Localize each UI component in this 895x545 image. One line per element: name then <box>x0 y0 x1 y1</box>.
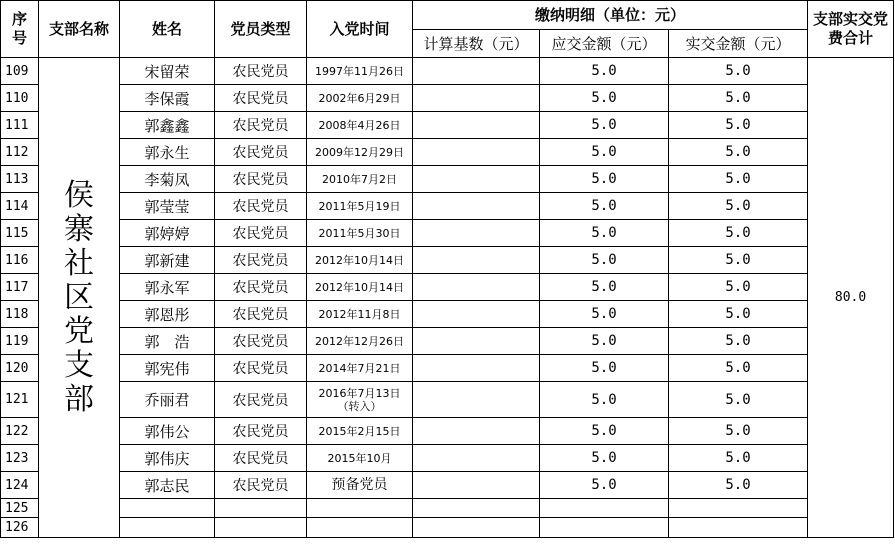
row-base-amount <box>413 472 540 499</box>
row-paid-amount: 5.0 <box>669 85 808 112</box>
row-join-date <box>307 499 413 518</box>
join-date-text: 1997年11月26日 <box>315 64 404 78</box>
join-date-text: 2015年10月 <box>327 451 392 465</box>
header-seq: 序号 <box>1 1 39 58</box>
row-name: 郭婷婷 <box>120 220 215 247</box>
join-date-text: 2009年12月29日 <box>315 145 404 159</box>
row-join-date <box>307 85 413 112</box>
row-name: 李保霞 <box>120 85 215 112</box>
table-row <box>1 518 894 538</box>
join-date-text: 2012年10月14日 <box>315 253 404 267</box>
join-date-text: 2010年7月2日 <box>322 172 397 186</box>
header-join-date: 入党时间 <box>307 1 413 58</box>
row-due-amount: 5.0 <box>540 112 669 139</box>
row-member-type: 农民党员 <box>215 472 307 499</box>
row-seq: 113 <box>1 166 39 193</box>
row-base-amount <box>413 418 540 445</box>
join-date-note: （转入） <box>337 399 382 413</box>
row-seq: 111 <box>1 112 39 139</box>
join-date-text: 2008年4月26日 <box>318 118 401 132</box>
row-member-type <box>215 518 307 538</box>
row-member-type: 农民党员 <box>215 328 307 355</box>
row-join-date <box>307 220 413 247</box>
table-row <box>1 301 894 328</box>
join-date-text: 预备党员 <box>331 476 388 493</box>
row-member-type: 农民党员 <box>215 58 307 85</box>
row-join-date <box>307 445 413 472</box>
row-seq: 112 <box>1 139 39 166</box>
join-date-text: 2012年11月8日 <box>318 307 401 321</box>
row-name: 郭伟公 <box>120 418 215 445</box>
row-join-date <box>307 58 413 85</box>
row-base-amount <box>413 355 540 382</box>
row-seq: 115 <box>1 220 39 247</box>
row-base-amount <box>413 166 540 193</box>
row-member-type: 农民党员 <box>215 166 307 193</box>
row-name: 郭莹莹 <box>120 193 215 220</box>
row-member-type: 农民党员 <box>215 274 307 301</box>
row-name: 郭新建 <box>120 247 215 274</box>
row-due-amount: 5.0 <box>540 220 669 247</box>
row-base-amount <box>413 445 540 472</box>
table-row <box>1 58 894 85</box>
branch-total-value: 80.0 <box>808 58 894 538</box>
table-row <box>1 139 894 166</box>
row-base-amount <box>413 58 540 85</box>
row-base-amount <box>413 85 540 112</box>
row-paid-amount: 5.0 <box>669 472 808 499</box>
header-type: 党员类型 <box>215 1 307 58</box>
row-join-date <box>307 274 413 301</box>
row-paid-amount <box>669 518 808 538</box>
row-name: 李菊凤 <box>120 166 215 193</box>
row-due-amount: 5.0 <box>540 472 669 499</box>
header-branch: 支部名称 <box>39 1 120 58</box>
table-row <box>1 382 894 418</box>
row-join-date <box>307 328 413 355</box>
row-name <box>120 499 215 518</box>
row-join-date <box>307 247 413 274</box>
row-due-amount: 5.0 <box>540 355 669 382</box>
row-due-amount: 5.0 <box>540 418 669 445</box>
header-due: 应交金额（元） <box>540 30 669 58</box>
table-row <box>1 418 894 445</box>
row-paid-amount <box>669 499 808 518</box>
row-base-amount <box>413 499 540 518</box>
row-seq: 114 <box>1 193 39 220</box>
row-seq: 123 <box>1 445 39 472</box>
table-row <box>1 472 894 499</box>
row-name: 宋留荣 <box>120 58 215 85</box>
header-name: 姓名 <box>120 1 215 58</box>
row-member-type <box>215 499 307 518</box>
row-due-amount <box>540 518 669 538</box>
row-seq: 126 <box>1 518 39 538</box>
row-name: 郭永生 <box>120 139 215 166</box>
row-base-amount <box>413 274 540 301</box>
row-member-type: 农民党员 <box>215 85 307 112</box>
row-seq: 118 <box>1 301 39 328</box>
row-base-amount <box>413 247 540 274</box>
table-row <box>1 166 894 193</box>
row-seq: 125 <box>1 499 39 518</box>
row-paid-amount: 5.0 <box>669 382 808 418</box>
row-base-amount <box>413 328 540 355</box>
row-seq: 110 <box>1 85 39 112</box>
row-seq: 116 <box>1 247 39 274</box>
row-base-amount <box>413 193 540 220</box>
row-paid-amount: 5.0 <box>669 220 808 247</box>
row-base-amount <box>413 112 540 139</box>
row-member-type: 农民党员 <box>215 301 307 328</box>
row-paid-amount: 5.0 <box>669 139 808 166</box>
row-join-date <box>307 112 413 139</box>
row-join-date <box>307 355 413 382</box>
join-date-text: 2002年6月29日 <box>318 91 401 105</box>
row-seq: 122 <box>1 418 39 445</box>
header-base: 计算基数（元） <box>413 30 540 58</box>
row-paid-amount: 5.0 <box>669 166 808 193</box>
row-join-date <box>307 382 413 418</box>
header-paid: 实交金额（元） <box>669 30 808 58</box>
row-due-amount: 5.0 <box>540 85 669 112</box>
row-due-amount: 5.0 <box>540 328 669 355</box>
row-paid-amount: 5.0 <box>669 58 808 85</box>
row-paid-amount: 5.0 <box>669 355 808 382</box>
row-paid-amount: 5.0 <box>669 247 808 274</box>
row-join-date <box>307 193 413 220</box>
row-name: 郭 浩 <box>120 328 215 355</box>
row-due-amount: 5.0 <box>540 382 669 418</box>
row-member-type: 农民党员 <box>215 193 307 220</box>
row-member-type: 农民党员 <box>215 112 307 139</box>
table-row <box>1 355 894 382</box>
row-seq: 119 <box>1 328 39 355</box>
table-row <box>1 85 894 112</box>
row-due-amount: 5.0 <box>540 166 669 193</box>
row-base-amount <box>413 382 540 418</box>
row-join-date <box>307 166 413 193</box>
table-row <box>1 499 894 518</box>
row-paid-amount: 5.0 <box>669 328 808 355</box>
row-seq: 121 <box>1 382 39 418</box>
row-name: 乔丽君 <box>120 382 215 418</box>
row-member-type: 农民党员 <box>215 247 307 274</box>
branch-name <box>39 58 120 538</box>
row-due-amount: 5.0 <box>540 445 669 472</box>
table-row <box>1 445 894 472</box>
row-member-type: 农民党员 <box>215 418 307 445</box>
row-due-amount: 5.0 <box>540 193 669 220</box>
row-name: 郭恩彤 <box>120 301 215 328</box>
table-row <box>1 274 894 301</box>
row-paid-amount: 5.0 <box>669 274 808 301</box>
row-due-amount <box>540 499 669 518</box>
join-date-text: 2012年12月26日 <box>315 334 404 348</box>
row-name: 郭志民 <box>120 472 215 499</box>
branch-name-text: 侯寨社区党支部 <box>64 177 94 417</box>
table-row <box>1 328 894 355</box>
row-seq: 120 <box>1 355 39 382</box>
row-name: 郭宪伟 <box>120 355 215 382</box>
row-base-amount <box>413 518 540 538</box>
row-name: 郭伟庆 <box>120 445 215 472</box>
table-row <box>1 193 894 220</box>
row-join-date <box>307 418 413 445</box>
row-due-amount: 5.0 <box>540 274 669 301</box>
row-name: 郭鑫鑫 <box>120 112 215 139</box>
join-date-text: 2011年5月19日 <box>318 199 401 213</box>
row-paid-amount: 5.0 <box>669 301 808 328</box>
row-due-amount: 5.0 <box>540 139 669 166</box>
row-seq: 109 <box>1 58 39 85</box>
row-member-type: 农民党员 <box>215 139 307 166</box>
row-member-type: 农民党员 <box>215 445 307 472</box>
table-row <box>1 220 894 247</box>
row-paid-amount: 5.0 <box>669 193 808 220</box>
row-join-date <box>307 472 413 499</box>
header-branch-total: 支部实交党费合计 <box>808 1 894 58</box>
row-base-amount <box>413 220 540 247</box>
row-seq: 117 <box>1 274 39 301</box>
row-member-type: 农民党员 <box>215 220 307 247</box>
row-member-type: 农民党员 <box>215 382 307 418</box>
row-base-amount <box>413 301 540 328</box>
row-join-date <box>307 139 413 166</box>
row-name: 郭永军 <box>120 274 215 301</box>
row-base-amount <box>413 139 540 166</box>
row-join-date <box>307 301 413 328</box>
join-date-text: 2016年7月13日 <box>318 386 401 400</box>
table-row <box>1 112 894 139</box>
join-date-text: 2012年10月14日 <box>315 280 404 294</box>
join-date-text: 2011年5月30日 <box>318 226 401 240</box>
row-due-amount: 5.0 <box>540 301 669 328</box>
row-paid-amount: 5.0 <box>669 418 808 445</box>
row-due-amount: 5.0 <box>540 247 669 274</box>
row-member-type: 农民党员 <box>215 355 307 382</box>
join-date-text: 2014年7月21日 <box>318 361 401 375</box>
row-paid-amount: 5.0 <box>669 112 808 139</box>
header-dues-detail: 缴纳明细（单位：元） <box>413 1 808 30</box>
table-row <box>1 247 894 274</box>
row-name <box>120 518 215 538</box>
row-seq: 124 <box>1 472 39 499</box>
row-paid-amount: 5.0 <box>669 445 808 472</box>
row-due-amount: 5.0 <box>540 58 669 85</box>
row-join-date <box>307 518 413 538</box>
join-date-text: 2015年2月15日 <box>318 424 401 438</box>
